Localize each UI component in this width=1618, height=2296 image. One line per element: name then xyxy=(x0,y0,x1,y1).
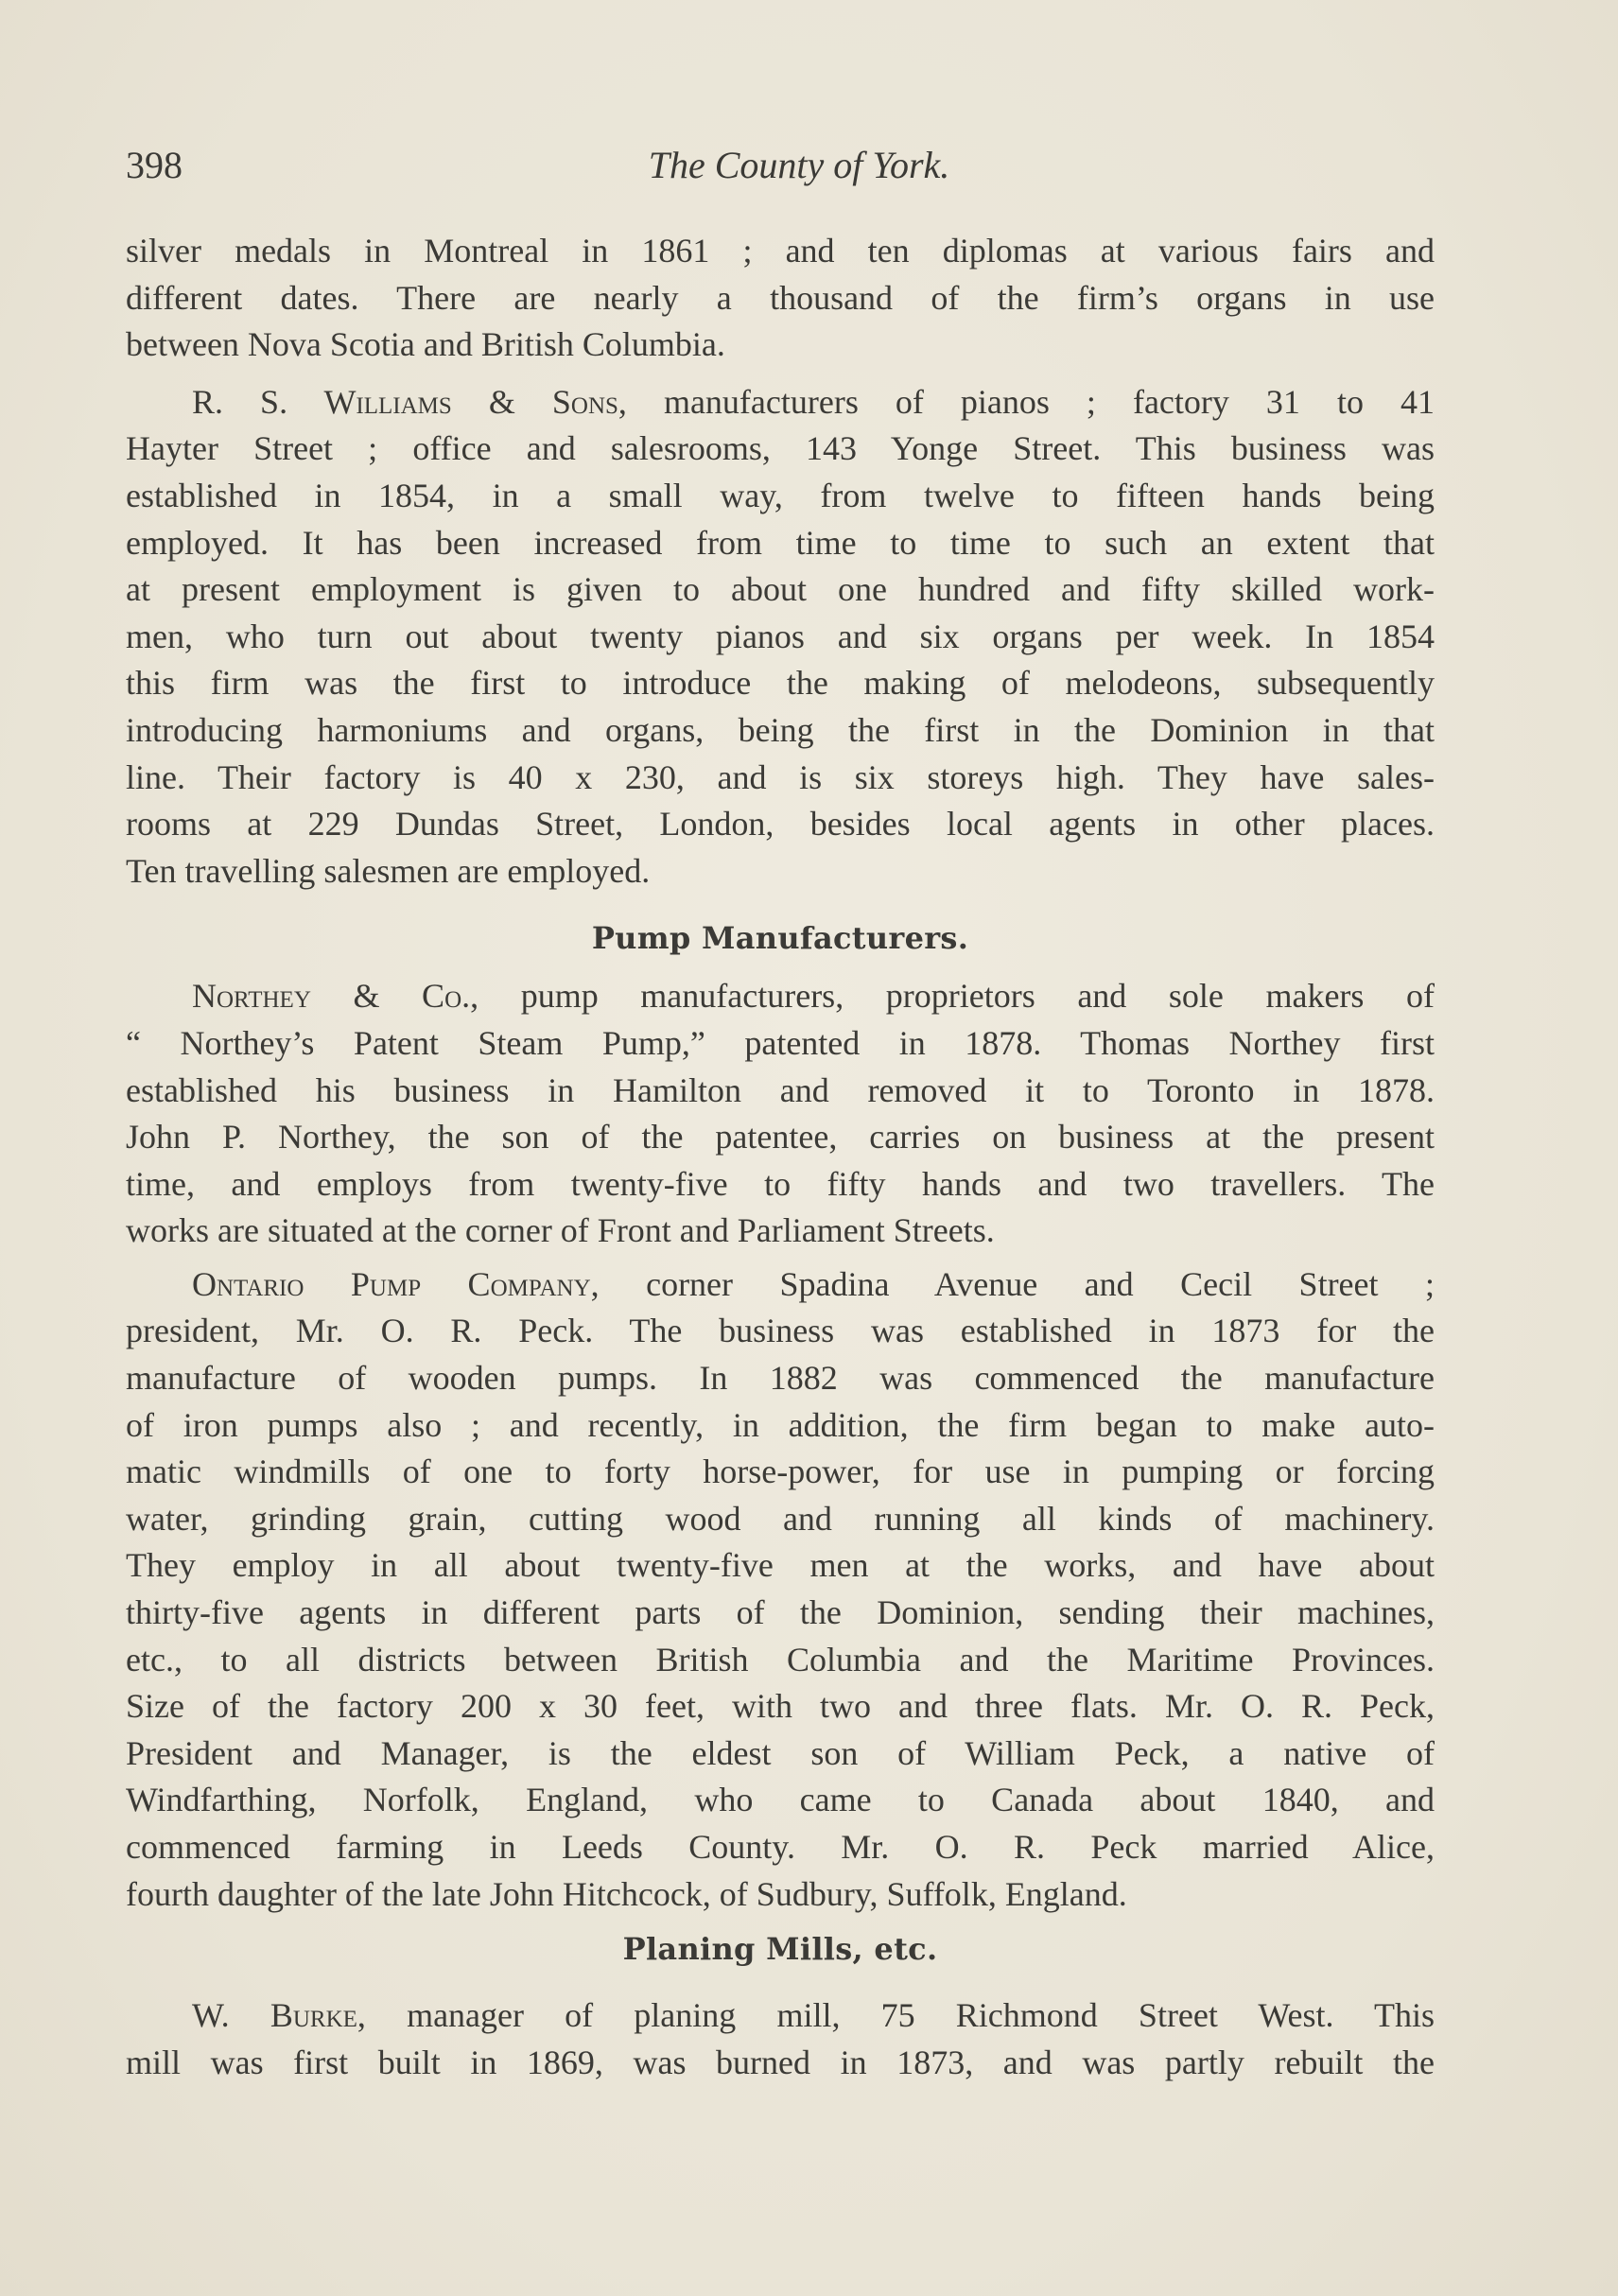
firm-name: Northey & Co., xyxy=(192,977,479,1016)
line-text: president, Mr. O. R. Peck. The business was established in 1873 for the xyxy=(126,1312,1435,1350)
line-text: manufacture of wooden pumps. In 1882 was commenced the manufacture xyxy=(126,1359,1435,1398)
text-line xyxy=(126,1449,1435,1496)
paragraph xyxy=(126,228,1435,369)
line-text: silver medals in Montreal in 1861 ; and ten diplomas at various fairs and xyxy=(126,232,1435,270)
text-line xyxy=(126,1161,1435,1209)
firm-name: Ontario Pump Company, xyxy=(192,1264,600,1303)
section-heading: Pump Manufacturers. xyxy=(591,920,969,957)
text-line xyxy=(126,1114,1435,1161)
line-text: between Nova Scotia and British Columbia. xyxy=(126,325,725,364)
text-line xyxy=(126,1402,1435,1450)
line-text: John P. Northey, the son of the patentee, carries on business at the present xyxy=(126,1118,1435,1157)
text-line xyxy=(126,1542,1435,1590)
text-line xyxy=(126,1777,1435,1824)
text-line xyxy=(126,2040,1435,2087)
line-text: water, grinding grain, cutting wood and running all kinds of machinery. xyxy=(126,1499,1435,1538)
line-text: of iron pumps also ; and recently, in addition, the firm began to make auto- xyxy=(126,1405,1435,1444)
running-title: The County of York. xyxy=(648,144,950,186)
text-line xyxy=(126,1590,1435,1637)
line-text: They employ in all about twenty-five men at the works, and have about xyxy=(126,1546,1435,1585)
line-text: corner Spadina Avenue and Cecil Street ; xyxy=(599,1264,1435,1303)
line-text: Windfarthing, Norfolk, England, who came to Canada about 1840, and xyxy=(126,1781,1435,1819)
line-text: etc., to all districts between British Columbia and the Maritime Provinces. xyxy=(126,1640,1435,1679)
line-text: “ Northey’s Patent Steam Pump,” patented in 1878. Thomas Northey first xyxy=(126,1023,1435,1062)
line-text: Hayter Street ; office and salesrooms, 143 Yonge Street. This business was xyxy=(126,429,1435,468)
line-text: line. Their factory is 40 x 230, and is six storeys high. They have sales- xyxy=(126,757,1435,796)
line-text: time, and employs from twenty-five to fifty hands and two travellers. The xyxy=(126,1164,1435,1203)
text-line xyxy=(126,1261,1435,1309)
line-text: fourth daughter of the late John Hitchcock, of Sudbury, Suffolk, England. xyxy=(126,1874,1127,1913)
line-text: mill was first built in 1869, was burned in 1873, and was partly rebuilt the xyxy=(126,2043,1435,2081)
text-line xyxy=(126,973,1435,1020)
text-line xyxy=(126,1496,1435,1543)
line-text: manager of planing mill, 75 Richmond Street West. This xyxy=(365,1996,1435,2035)
section-heading: Planing Mills, etc. xyxy=(622,1931,938,1968)
text-line xyxy=(126,1683,1435,1731)
text-line xyxy=(126,801,1435,848)
running-header xyxy=(126,142,1435,189)
text-line xyxy=(126,566,1435,614)
line-text: at present employment is given to about one hundred and fifty skilled work- xyxy=(126,570,1435,609)
paragraph xyxy=(126,973,1435,1255)
paragraph xyxy=(126,1261,1435,1918)
text-line xyxy=(126,1208,1435,1255)
line-text: employed. It has been increased from time to time to such an extent that xyxy=(126,523,1435,562)
text-line xyxy=(126,473,1435,520)
text-line xyxy=(126,1355,1435,1402)
line-text: matic windmills of one to forty horse-power, for use in pumping or forcing xyxy=(126,1452,1435,1491)
line-text: different dates. There are nearly a thousand of the firm’s organs in use xyxy=(126,278,1435,317)
text-line xyxy=(126,660,1435,707)
line-text: established his business in Hamilton and removed it to Toronto in 1878. xyxy=(126,1070,1435,1109)
text-line xyxy=(126,228,1435,275)
text-line xyxy=(126,322,1435,369)
line-text: Size of the factory 200 x 30 feet, with two and three flats. Mr. O. R. Peck, xyxy=(126,1687,1435,1726)
line-text: rooms at 229 Dundas Street, London, besides local agents in other places. xyxy=(126,805,1435,844)
text-line xyxy=(126,520,1435,567)
line-text: Ten travelling salesmen are employed. xyxy=(126,851,651,890)
page-number: 398 xyxy=(126,144,183,186)
page-body xyxy=(126,228,1435,2086)
text-line xyxy=(126,1992,1435,2040)
line-text: commenced farming in Leeds County. Mr. O. R. Peck married Alice, xyxy=(126,1828,1435,1866)
text-line xyxy=(126,275,1435,322)
paragraph xyxy=(126,1992,1435,2086)
text-line xyxy=(126,707,1435,755)
firm-name: W. Burke, xyxy=(192,1996,366,2035)
paragraph xyxy=(126,379,1435,896)
line-text: works are situated at the corner of Front and Parliament Streets. xyxy=(126,1211,995,1250)
text-line xyxy=(126,379,1435,426)
text-line xyxy=(126,848,1435,896)
line-text: manufacturers of pianos ; factory 31 to 41 xyxy=(626,382,1435,421)
firm-name: R. S. Williams & Sons, xyxy=(192,382,627,421)
text-line xyxy=(126,1068,1435,1115)
line-text: thirty-five agents in different parts of the Dominion, sending their machines, xyxy=(126,1593,1435,1632)
line-text: men, who turn out about twenty pianos and six organs per week. In 1854 xyxy=(126,617,1435,655)
line-text: this firm was the first to introduce the making of melodeons, subsequently xyxy=(126,664,1435,703)
text-line xyxy=(126,1308,1435,1355)
text-line xyxy=(126,1871,1435,1919)
text-line xyxy=(126,426,1435,473)
line-text: introducing harmoniums and organs, being the first in the Dominion in that xyxy=(126,710,1435,749)
text-line xyxy=(126,1731,1435,1778)
line-text: President and Manager, is the eldest son of William Peck, a native of xyxy=(126,1733,1435,1772)
text-line xyxy=(126,1020,1435,1068)
line-text: established in 1854, in a small way, from twelve to fifteen hands being xyxy=(126,476,1435,514)
text-line xyxy=(126,1824,1435,1871)
text-line xyxy=(126,614,1435,661)
text-line xyxy=(126,1637,1435,1684)
line-text: pump manufacturers, proprietors and sole makers of xyxy=(478,977,1435,1016)
text-line xyxy=(126,755,1435,802)
